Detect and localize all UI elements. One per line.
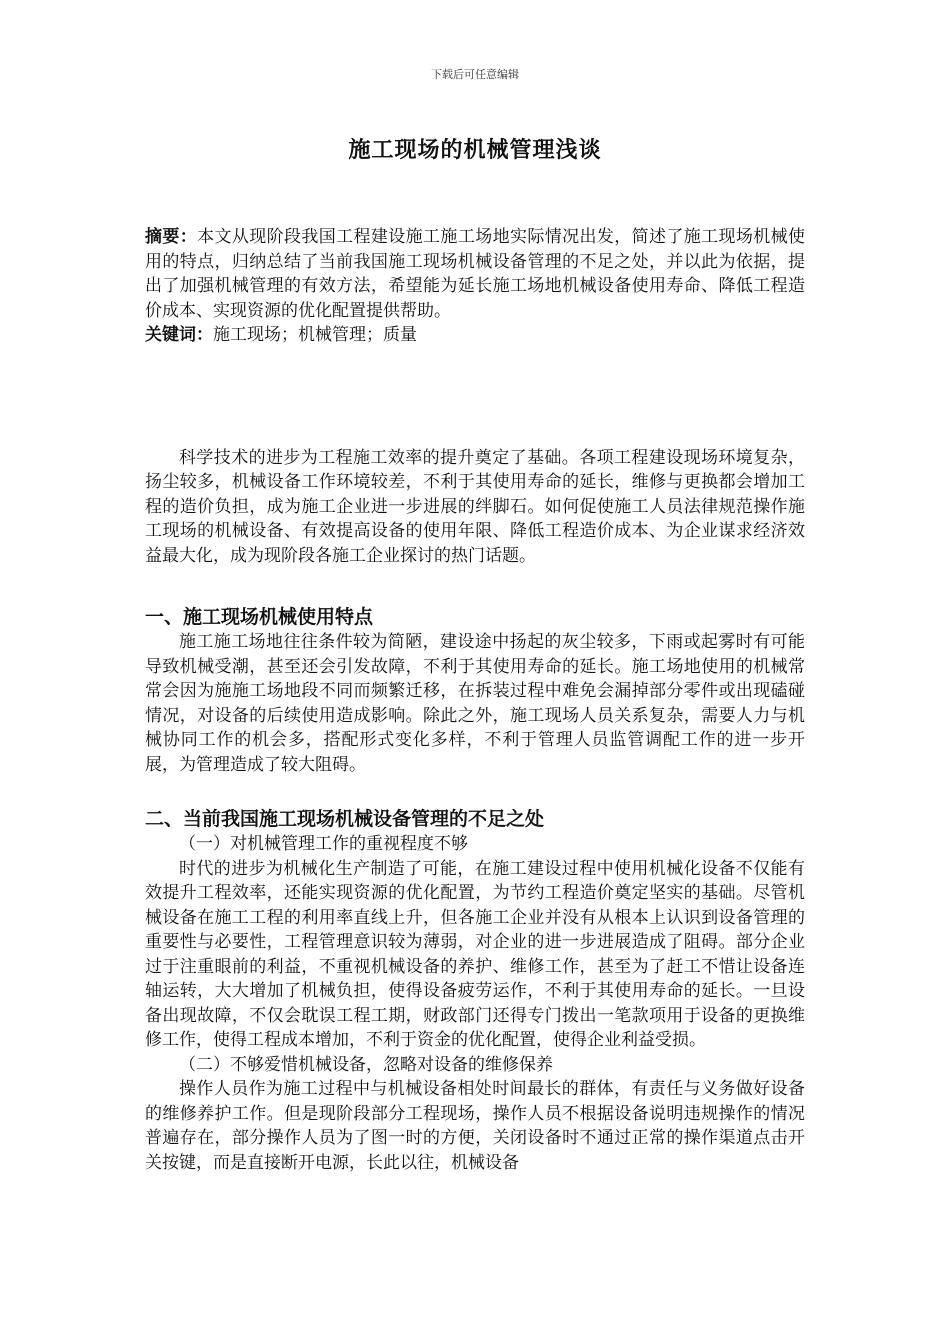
spacer [145,777,805,806]
section-2-heading: 二、当前我国施工现场机械设备管理的不足之处 [145,808,545,830]
abstract-paragraph [145,225,805,323]
header-note: 下载后可任意编辑 [431,68,519,81]
keywords-text: 施工现场；机械管理；质量 [213,325,417,345]
subsection-2-2-heading: （二）不够爱惜机械设备，忽略对设备的维修保养 [179,1054,553,1075]
keywords-paragraph [145,323,805,348]
abstract-label: 摘要： [145,227,198,247]
spacer [145,348,805,446]
keywords-label: 关键词： [145,325,213,345]
section-1-heading: 一、施工现场机械使用特点 [145,606,374,628]
document-body [145,225,805,1175]
spacer [145,568,805,604]
section-1-paragraph: 施工施工场地往往条件较为简陋，建设途中扬起的灰尘较多，下雨或起雾时有可能导致机械受潮，甚至还会引发故障，不利于其使用寿命的延长。施工场地使用的机械常常会因为施施工场地段不同而频繁迁移，在拆装过程中难免会漏掉部分零件或出现磕碰情况，对设备的后续使用造成影响。除此之外，施工现场人员关系复杂，需要人力与机械协同工作的机会多，搭配形式变化多样，不利于管理人员监管调配工作的进一步开展，为管理造成了较大阻碍。 [145,632,805,775]
subsection-2-1-paragraph: 时代的进步为机械化生产制造了可能，在施工建设过程中使用机械化设备不仅能有效提升工程效率，还能实现资源的优化配置，为节约工程造价奠定坚实的基础。尽管机械设备在施工工程的利用率直线上升，但各施工企业并没有从根本上认识到设备管理的重要性与必要性，工程管理意识较为薄弱，对企业的进一步进展造成了阻碍。部分企业过于注重眼前的利益，不重视机械设备的养护、维修工作，甚至为了赶工不惜让设备连轴运转，大大增加了机械负担，使得设备疲劳运作，不利于其使用寿命的延长。一旦设备出现故障，不仅会耽误工程工期，财政部门还得专门拨出一笔款项用于设备的更换维修工作，使得工程成本增加，不利于资金的优化配置，使得企业利益受损。 [145,858,805,1050]
intro-paragraph: 科学技术的进步为工程施工效率的提升奠定了基础。各项工程建设现场环境复杂，扬尘较多，机械设备工作环境较差，不利于其使用寿命的延长，维修与更换都会增加工程的造价负担，成为施工企业进一步进展的绊脚石。如何促使施工人员法律规范操作施工现场的机械设备、有效提高设备的使用年限、降低工程造价成本、为企业谋求经济效益最大化，成为现阶段各施工企业探讨的热门话题。 [145,447,805,566]
abstract-text: 本文从现阶段我国工程建设施工施工场地实际情况出发，简述了施工现场机械使用的特点，归纳总结了当前我国施工现场机械设备管理的不足之处，并以此为依据，提出了加强机械管理的有效方法，希望能为延长施工场地机械设备使用寿命、降低工程造价成本、实现资源的优化配置提供帮助。 [145,227,806,321]
subsection-2-2-paragraph: 操作人员作为施工过程中与机械设备相处时间最长的群体，有责任与义务做好设备的维修养护工作。但是现阶段部分工程现场，操作人员不根据设备说明违规操作的情况普遍存在，部分操作人员为了图一时的方便，关闭设备时不通过正常的操作渠道点击开关按键，而是直接断开电源，长此以往，机械设备 [145,1079,805,1173]
subsection-2-1-heading: （一）对机械管理工作的重视程度不够 [179,834,468,854]
document-title: 施工现场的机械管理浅谈 [348,137,602,163]
